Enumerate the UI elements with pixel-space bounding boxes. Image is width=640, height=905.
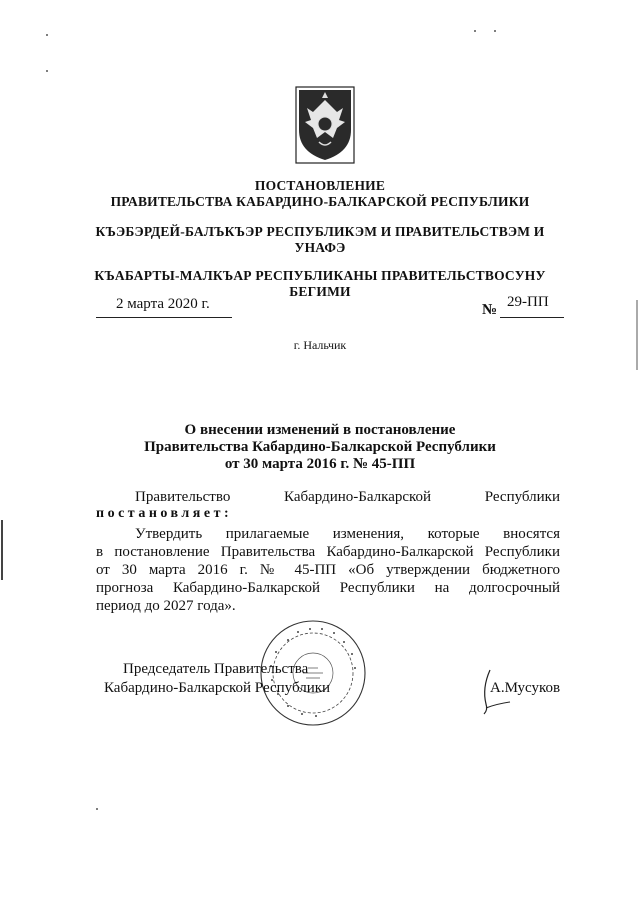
number-sign: № <box>482 302 498 318</box>
decree-title-line3: от 30 марта 2016 г. № 45-ПП <box>224 456 416 472</box>
city: г. Нальчик <box>293 338 347 352</box>
number-underline <box>500 317 564 318</box>
margin-mark-left <box>1 520 3 580</box>
scan-speck <box>46 34 48 36</box>
document-type: ПОСТАНОВЛЕНИЕ <box>254 178 386 193</box>
scan-speck <box>96 808 98 810</box>
scan-speck <box>474 30 476 32</box>
date-underline <box>96 317 232 318</box>
decree-title-line1: О внесении изменений в постановление <box>184 422 456 438</box>
decree-number: 29-ПП <box>507 294 549 310</box>
body-line-3: в постановление Правительства Кабардино-Балкарской Республики <box>96 544 560 560</box>
organization-name-balkar-line1: КЪАБАРТЫ-МАЛКЪАР РЕСПУБЛИКАНЫ ПРАВИТЕЛЬСТВОСУНУ <box>94 268 546 283</box>
body-line-government: Правительство Кабардино-Балкарской Республики <box>135 489 560 505</box>
scan-speck <box>46 70 48 72</box>
coat-of-arms-emblem <box>295 86 355 164</box>
signatory-position-line2: Кабардино-Балкарской Республики <box>104 680 331 696</box>
organization-name-kabardian-line1: КЪЭБЭРДЕЙ-БАЛЪКЪЭР РЕСПУБЛИКЭМ И ПРАВИТЕЛЬСТВЭМ И <box>95 224 545 239</box>
body-line-approve: Утвердить прилагаемые изменения, которые вносятся <box>135 526 560 542</box>
organization-name-balkar-line2: БЕГИМИ <box>289 284 351 299</box>
margin-mark-right <box>636 300 638 370</box>
decree-date: 2 марта 2020 г. <box>116 296 210 312</box>
handwritten-signature <box>476 664 516 716</box>
organization-name-kabardian-line2: УНАФЭ <box>294 240 346 255</box>
body-line-5: прогноза Кабардино-Балкарской Республики на долгосрочный <box>96 580 560 596</box>
body-line-6: период до 2027 года». <box>96 598 236 614</box>
scan-speck <box>494 30 496 32</box>
body-line-4: от 30 марта 2016 г. № 45-ПП «Об утверждении бюджетного <box>96 562 560 578</box>
decree-title-line2: Правительства Кабардино-Балкарской Республики <box>144 439 496 455</box>
organization-name-russian: ПРАВИТЕЛЬСТВА КАБАРДИНО-БАЛКАРСКОЙ РЕСПУБЛИКИ <box>110 194 530 209</box>
signatory-position-line1: Председатель Правительства <box>123 661 309 677</box>
decree-word: постановляет: <box>96 506 233 521</box>
signatory-name: А.Мусуков <box>490 680 561 696</box>
